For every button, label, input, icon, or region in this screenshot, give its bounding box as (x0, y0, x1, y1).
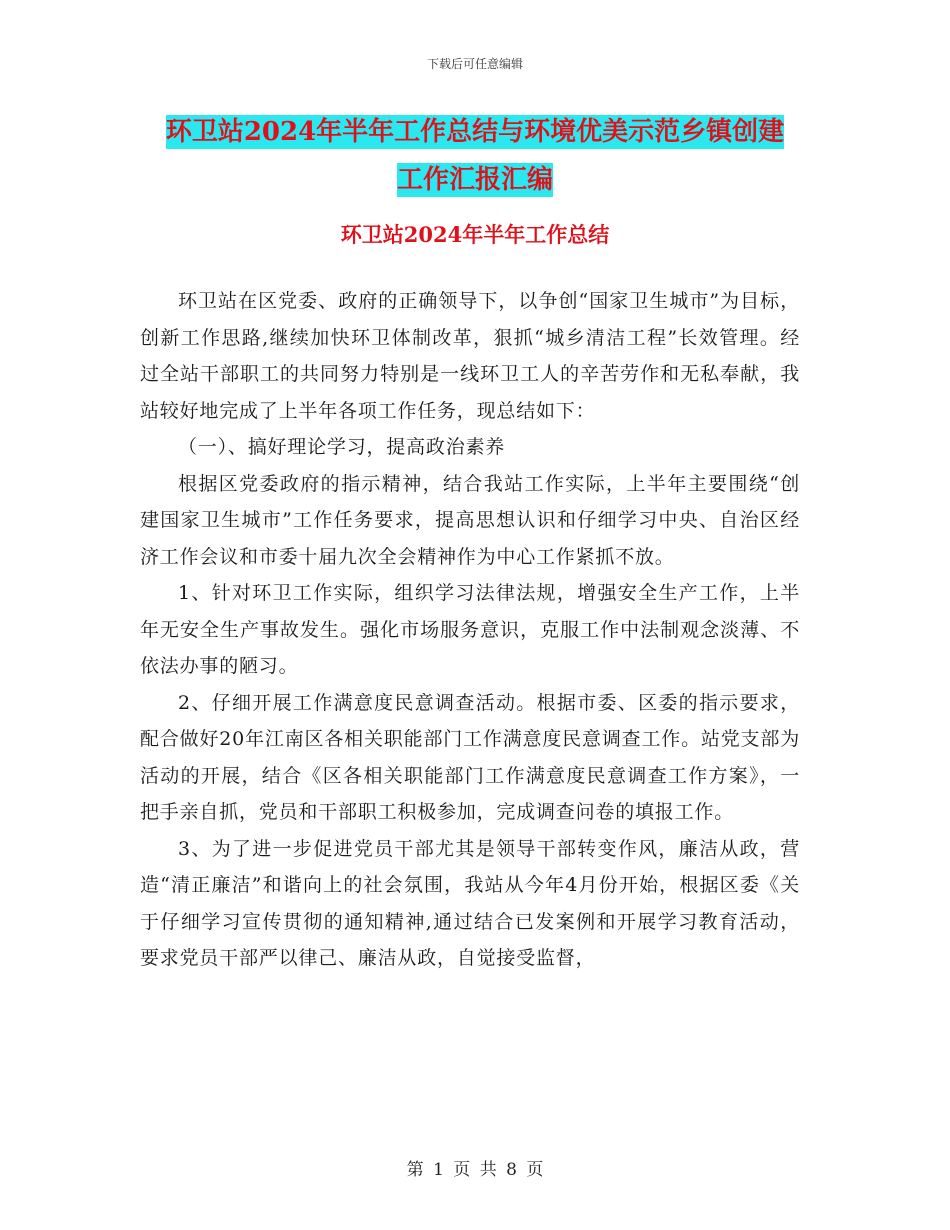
page-header-note: 下载后可任意编辑 (426, 57, 523, 71)
paragraph-intro: 环卫站在区党委、政府的正确领导下，以争创“国家卫生城市”为目标，创新工作思路,继续加快环卫体制改革，狠抓“城乡清洁工程”长效管理。经过全站干部职工的共同努力特别是一线环卫工人的辛苦劳作和无私奉献，我站较好地完成了上半年各项工作任务，现总结如下： (140, 290, 800, 422)
paragraph-item-3: 3、为了进一步促进党员干部尤其是领导干部转变作风，廉洁从政，营造“清正廉洁”和谐向上的社会氛围，我站从今年4月份开始，根据区委《关于仔细学习宣传贯彻的通知精神,通过结合已发案例和开展学习教育活动，要求党员干部严以律己、廉洁从政，自觉接受监督， (140, 837, 800, 969)
paragraph: 根据区党委政府的指示精神，结合我站工作实际，上半年主要围绕“创建国家卫生城市”工作任务要求，提高思想认识和仔细学习中央、自治区经济工作会议和市委十届九次全会精神作为中心工作紧抓不放。 (140, 472, 800, 568)
paragraph-heading-1: （一）、搞好理论学习，提高政治素养 (178, 436, 506, 458)
page-footer-number: 第 1 页 共 8 页 (406, 1160, 544, 1180)
paragraph-item-1: 1、针对环卫工作实际，组织学习法律法规，增强安全生产工作，上半年无安全生产事故发生。强化市场服务意识，克服工作中法制观念淡薄、不依法办事的陋习。 (140, 582, 800, 677)
section-title: 环卫站2024年半年工作总结 (340, 222, 610, 247)
document-title (0, 108, 950, 204)
document-title-line-1: 环卫站2024年半年工作总结与环境优美示范乡镇创建 (165, 117, 785, 147)
document-body (140, 283, 800, 977)
document-title-line-2: 工作汇报汇编 (396, 165, 553, 195)
paragraph-item-2: 2、仔细开展工作满意度民意调查活动。根据市委、区委的指示要求，配合做好20年江南区各相关职能部门工作满意度民意调查工作。站党支部为活动的开展，结合《区各相关职能部门工作满意度民意调查工作方案》，一把手亲自抓，党员和干部职工积极参加，完成调查问卷的填报工作。 (140, 691, 800, 823)
